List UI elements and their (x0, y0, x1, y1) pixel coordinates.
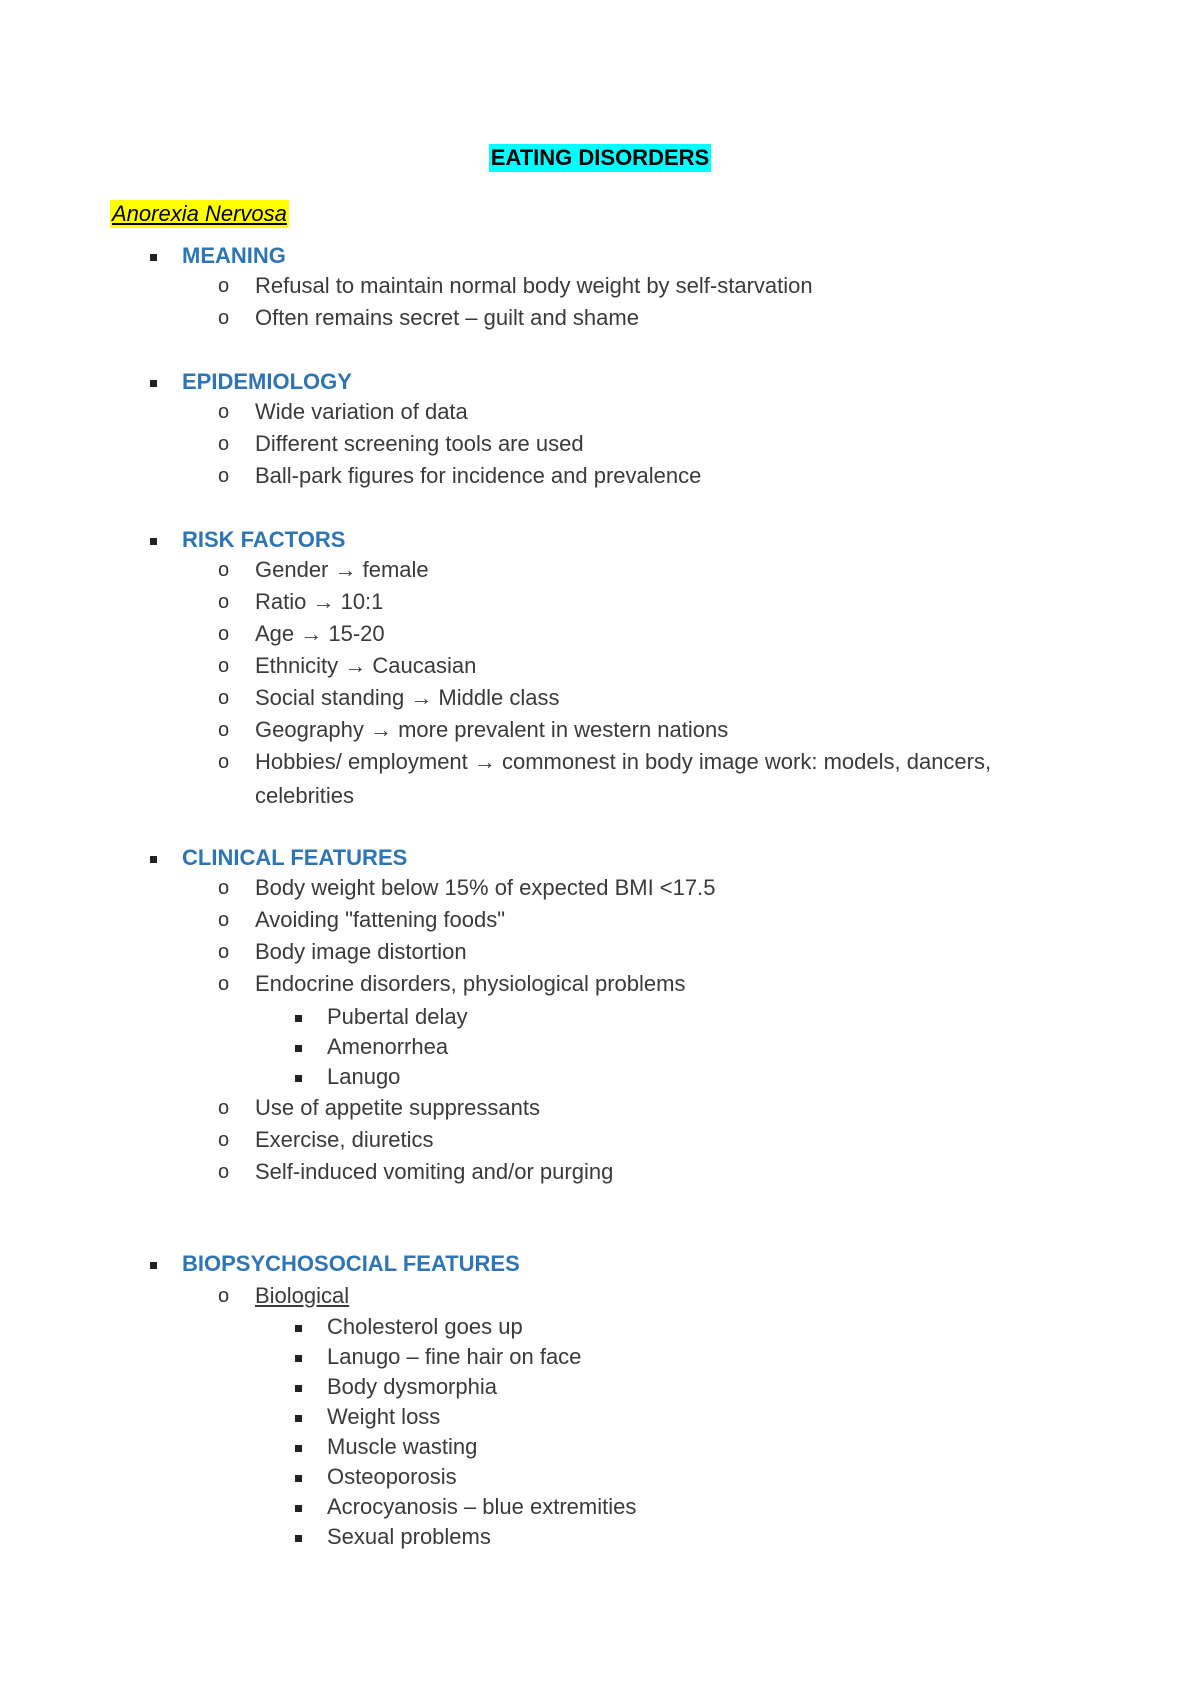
list-item: Refusal to maintain normal body weight by self-starvation (255, 273, 813, 298)
bullet-circle-icon: o (218, 941, 230, 963)
list-item: Exercise, diuretics (255, 1127, 434, 1152)
list-item: Use of appetite suppressants (255, 1095, 540, 1120)
list-item: Geography → more prevalent in western nations (255, 717, 729, 742)
list-item: Wide variation of data (255, 399, 468, 424)
bullet-circle-icon: o (218, 655, 230, 677)
bullet-square-icon (150, 1262, 157, 1269)
document-subtitle: Anorexia Nervosa (112, 201, 287, 226)
bullet-square-icon (295, 1445, 302, 1452)
bullet-square-icon (150, 380, 157, 387)
bullet-square-icon (295, 1415, 302, 1422)
list-item: Body image distortion (255, 939, 467, 964)
bullet-square-icon (295, 1045, 302, 1052)
list-item: Age → 15-20 (255, 621, 385, 646)
bullet-circle-icon: o (218, 973, 230, 995)
bullet-square-icon (295, 1325, 302, 1332)
list-item: Ball-park figures for incidence and prevalence (255, 463, 702, 488)
list-item: Different screening tools are used (255, 431, 584, 456)
sub-list-item: Amenorrhea (327, 1034, 449, 1059)
section-heading-epidemiology: EPIDEMIOLOGY (182, 369, 352, 394)
bullet-square-icon (150, 254, 157, 261)
bullet-circle-icon: o (218, 401, 230, 423)
bullet-circle-icon: o (218, 719, 230, 741)
list-item: Self-induced vomiting and/or purging (255, 1159, 614, 1184)
bullet-square-icon (295, 1475, 302, 1482)
list-item: Hobbies/ employment → commonest in body image work: models, dancers, (255, 749, 992, 774)
bullet-square-icon (295, 1385, 302, 1392)
bullet-circle-icon: o (218, 751, 230, 773)
title-wrap (0, 144, 1200, 172)
sub-list-item: Lanugo – fine hair on face (327, 1344, 582, 1369)
bullet-square-icon (150, 538, 157, 545)
section-heading-clinical-features: CLINICAL FEATURES (182, 845, 408, 870)
bullet-circle-icon: o (218, 1285, 230, 1307)
bullet-circle-icon: o (218, 1161, 230, 1183)
bullet-circle-icon: o (218, 433, 230, 455)
bullet-square-icon (295, 1535, 302, 1542)
list-item-biological: Biological (255, 1283, 350, 1308)
sub-list-item: Cholesterol goes up (327, 1314, 523, 1339)
bullet-square-icon (150, 856, 157, 863)
bullet-square-icon (295, 1015, 302, 1022)
bullet-square-icon (295, 1505, 302, 1512)
list-item: Ratio → 10:1 (255, 589, 384, 614)
sub-list-item: Acrocyanosis – blue extremities (327, 1494, 637, 1519)
list-item: Avoiding "fattening foods" (255, 907, 506, 932)
bullet-square-icon (295, 1355, 302, 1362)
list-item-continuation: celebrities (255, 783, 355, 808)
list-item: Ethnicity → Caucasian (255, 653, 477, 678)
bullet-circle-icon: o (218, 623, 230, 645)
sub-list-item: Muscle wasting (327, 1434, 478, 1459)
sub-list-item: Sexual problems (327, 1524, 491, 1549)
list-item: Often remains secret – guilt and shame (255, 305, 639, 330)
section-heading-meaning: MEANING (182, 243, 286, 268)
list-item: Gender → female (255, 557, 429, 582)
bullet-circle-icon: o (218, 1129, 230, 1151)
bullet-circle-icon: o (218, 559, 230, 581)
section-heading-biopsychosocial-features: BIOPSYCHOSOCIAL FEATURES (182, 1251, 520, 1276)
bullet-circle-icon: o (218, 591, 230, 613)
bullet-circle-icon: o (218, 877, 230, 899)
list-item: Endocrine disorders, physiological problems (255, 971, 686, 996)
bullet-circle-icon: o (218, 687, 230, 709)
section-heading-risk-factors: RISK FACTORS (182, 527, 346, 552)
list-item: Social standing → Middle class (255, 685, 560, 710)
sub-list-item: Lanugo (327, 1064, 401, 1089)
sub-list-item: Weight loss (327, 1404, 441, 1429)
bullet-circle-icon: o (218, 275, 230, 297)
document-title: EATING DISORDERS (490, 145, 710, 170)
bullet-circle-icon: o (218, 307, 230, 329)
sub-list-item: Pubertal delay (327, 1004, 468, 1029)
bullet-circle-icon: o (218, 1097, 230, 1119)
sub-list-item: Osteoporosis (327, 1464, 457, 1489)
bullet-circle-icon: o (218, 909, 230, 931)
bullet-square-icon (295, 1075, 302, 1082)
list-item: Body weight below 15% of expected BMI <17.5 (255, 875, 716, 900)
bullet-circle-icon: o (218, 465, 230, 487)
sub-list-item: Body dysmorphia (327, 1374, 497, 1399)
